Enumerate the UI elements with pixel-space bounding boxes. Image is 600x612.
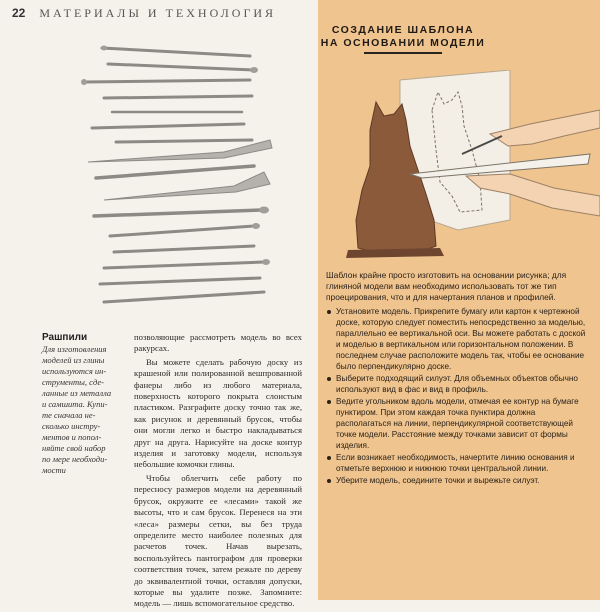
caption-line: используются ин- [42,366,107,376]
caption-title: Рашпили [42,332,88,343]
instruction-item [326,475,592,486]
tool-7 [116,140,252,142]
bullet-icon [327,310,331,314]
caption-line: Для изготовления [42,344,107,354]
caption-line: няйте свой набор [42,443,106,453]
instruction-item [326,306,592,372]
body-paragraph: Вы можете сделать рабочую доску из крашеной или полированной вешпрованной фанеры либо из любого материала, поверхность которого покрыта слоистым пластиком. Разграфите доску точно так же, как рисунок и деревянный брусок, чтобы они могли легко и быстро накладываться друг на друга. Нарисуйте на доске контур изделия и заготовку модели, используя небольшие комочки глины. [134,356,302,470]
bullet-icon [327,400,331,404]
caption-line: по мере необходи- [42,454,108,464]
clay-base [346,248,444,258]
bullet-icon [327,377,331,381]
sidebar-title-line1: СОЗДАНИЕ ШАБЛОНА [331,24,475,36]
tool-4 [104,96,252,98]
tool-16 [104,292,264,302]
bullet-icon [327,479,331,483]
tool-15 [100,278,260,284]
tool-14 [104,262,264,268]
instruction-item [326,396,592,451]
tool-1 [102,48,250,56]
tool-3 [84,80,250,82]
caption-line: ланные из металла [42,388,112,398]
title-rule [364,52,442,54]
cat-model-template-illustration [340,70,600,260]
caption-line: те сначала не- [42,410,96,420]
sidebar-title-line2: НА ОСНОВАНИИ МОДЕЛИ [320,37,486,49]
tool-2 [108,64,254,70]
sidebar-instructions [326,306,592,487]
instruction-item [326,373,592,395]
sidebar-intro: Шаблон крайне просто изготовить на основании рисунка; для глиняной модели вам необходимо использовать тот же тип проецирования, что и для начертания планов и профилей. [326,270,567,303]
instruction-text: Установите модель. Прикрепите бумагу или картон к чертежной доске, которую следует поместить непосредственно за моделью, параллельно ее вертикальной оси. Вы можете работать с доской и моделью в вертикальном или горизонтальном положении. В последнем случае расположите модель так, чтобы ее основание было перпендикулярно доске. [336,307,586,371]
caption-line: ментов и попол- [42,432,102,442]
sidebar-title [318,24,488,54]
tool-13 [114,246,254,252]
caption-line: моделей из глины [42,355,105,365]
tool-12 [110,226,254,236]
instruction-text: Выберите подходящий силуэт. Для объемных объектов обычно используют вид в фас и вид в профиль. [336,374,578,394]
tool-9 [96,166,254,178]
caption-line: и самшита. Купи- [42,399,108,409]
tool-6 [92,124,244,128]
page-header [12,4,276,22]
instruction-text: Если возникает необходимость, начертите линию основания и отметьте верхнюю и нижнюю точки центральной линии. [336,453,575,473]
caption-line: сколько инстру- [42,421,101,431]
instruction-item [326,452,592,474]
instruction-text: Ведите угольником вдоль модели, отмечая ее контур на бумаге пунктиром. При этом каждая точка пунктира должна располагаться на линии, перпендикулярной соответствующей точке модели. Расстояние между точками зависит от формы изделия. [336,397,579,450]
running-title: МАТЕРИАЛЫ И ТЕХНОЛОГИЯ [39,5,277,20]
caption-line: струменты, сде- [42,377,104,387]
tool-11 [94,210,262,216]
instruction-text: Уберите модель, соедините точки и вырежьте силуэт. [336,476,540,485]
page-number: 22 [12,6,26,20]
caption-line: мости [42,465,66,475]
rasp-tools-illustration [74,40,290,310]
bullet-icon [327,456,331,460]
tools-caption [42,332,128,476]
body-paragraph: позволяющие рассмотреть модель во всех ракурсах. [134,332,302,354]
main-body-text [134,332,302,612]
body-paragraph: Чтобы облегчить себе работу по пересносу размеров модели на деревянный брусок, окружите ее «лесами» такой же высоты, что и сам брусок. Перенеся на эти «леса» размеры сетки, вы без труда определите место наиболее полезных для расчетов точек. Начав вырезать, воспользуйтесь пантографом для проверки соответствия точек, затем режьте по дереву до эквивалентной точки, оставляя допуски, которые вы удалите позже. Запомните: модель — лишь вспомогательное средство. [134,472,302,609]
